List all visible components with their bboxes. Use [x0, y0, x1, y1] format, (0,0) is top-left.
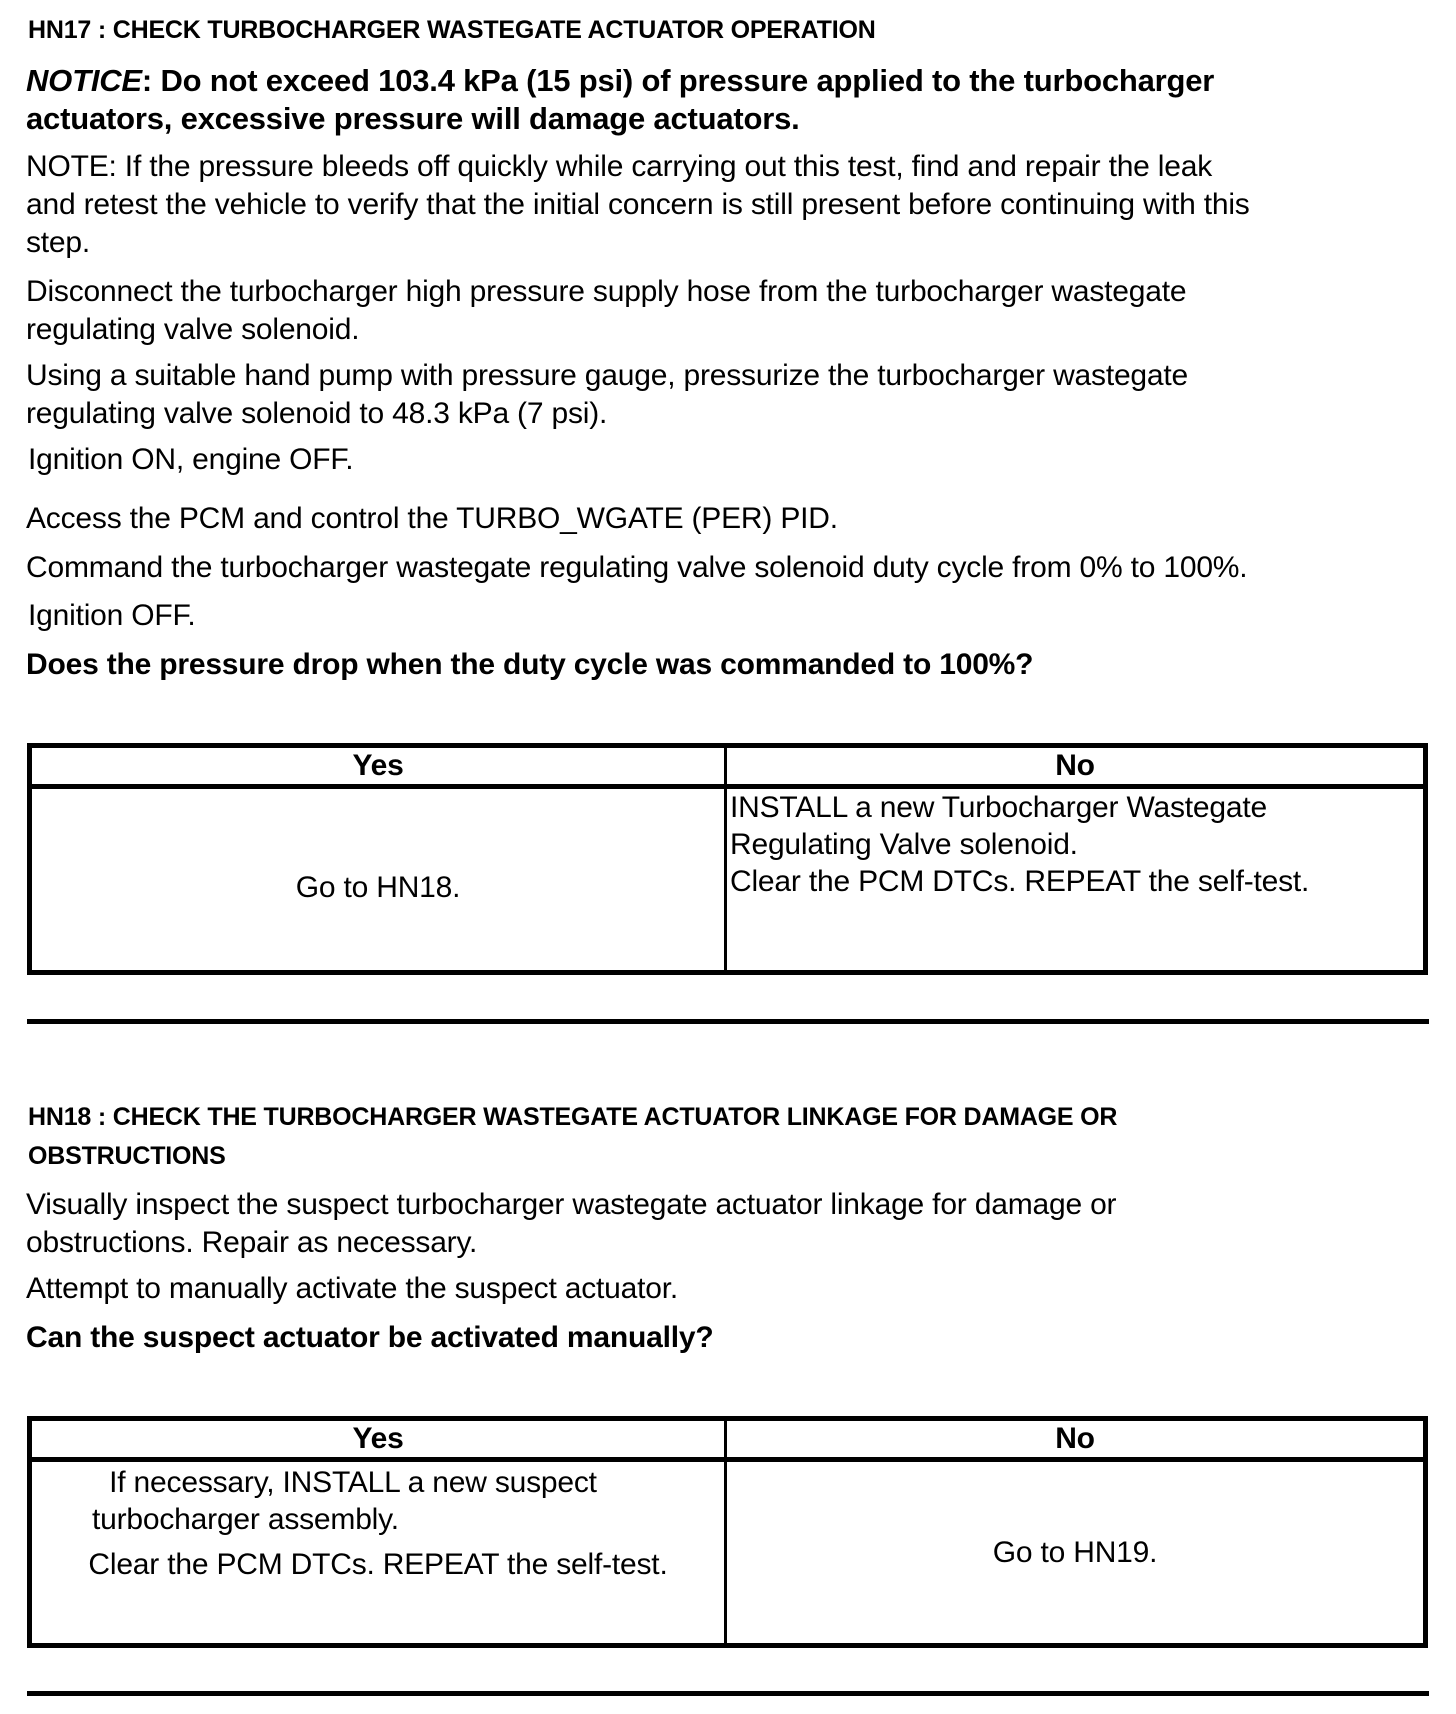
step-manual-activate: Attempt to manually activate the suspect actuator.: [26, 1272, 679, 1305]
heading-line: OBSTRUCTIONS: [28, 1142, 226, 1170]
yes-line: If necessary, INSTALL a new suspect: [109, 1466, 597, 1499]
note-block: [26, 148, 1250, 262]
step-line: Disconnect the turbocharger high pressure supply hose from the turbocharger wastegate: [26, 275, 1187, 308]
header-yes: Yes: [30, 746, 726, 787]
header-yes: Yes: [30, 1419, 726, 1460]
heading-line: HN18 : CHECK THE TURBOCHARGER WASTEGATE ACTUATOR LINKAGE FOR DAMAGE OR: [28, 1103, 1118, 1131]
header-no: No: [726, 746, 1426, 787]
section-heading-hn17: HN17 : CHECK TURBOCHARGER WASTEGATE ACTUATOR OPERATION: [28, 16, 876, 44]
step-line: regulating valve solenoid.: [26, 313, 360, 346]
step-access-pcm: Access the PCM and control the TURBO_WGATE (PER) PID.: [26, 502, 838, 535]
decision-table-hn18: [27, 1416, 1428, 1648]
question-hn18: Can the suspect actuator be activated manually?: [26, 1321, 714, 1354]
section-heading-hn18: [28, 1098, 1117, 1176]
no-line: Regulating Valve solenoid.: [730, 828, 1078, 861]
notice-text-line1: : Do not exceed 103.4 kPa (15 psi) of pressure applied to the turbocharger: [141, 63, 1215, 98]
notice-text-line2: actuators, excessive pressure will damage actuators.: [26, 101, 800, 136]
step-line: Visually inspect the suspect turbocharger wastegate actuator linkage for damage or: [26, 1188, 1117, 1221]
step-disconnect-hose: [26, 273, 1186, 349]
step-command-duty-cycle: Command the turbocharger wastegate regulating valve solenoid duty cycle from 0% to 100%.: [26, 551, 1248, 584]
step-visual-inspect: [26, 1186, 1116, 1262]
note-line: NOTE: If the pressure bleeds off quickly while carrying out this test, find and repair the leak: [26, 150, 1213, 183]
yes-cell: [30, 1460, 726, 1646]
no-cell: [726, 1460, 1426, 1646]
decision-table-hn17: [27, 743, 1428, 975]
note-line: and retest the vehicle to verify that the initial concern is still present before continuing with this: [26, 188, 1250, 221]
header-no: No: [726, 1419, 1426, 1460]
section-divider: [27, 1691, 1429, 1696]
yes-line: Clear the PCM DTCs. REPEAT the self-test.: [88, 1548, 668, 1581]
yes-line: turbocharger assembly.: [92, 1503, 399, 1536]
step-ignition-on: Ignition ON, engine OFF.: [28, 443, 354, 476]
section-divider: [27, 1019, 1429, 1024]
yes-cell: [30, 787, 726, 973]
step-pressurize: [26, 357, 1188, 433]
no-line: Clear the PCM DTCs. REPEAT the self-test.: [730, 865, 1310, 898]
step-line: obstructions. Repair as necessary.: [26, 1226, 478, 1259]
notice-block: [26, 62, 1214, 138]
note-line: step.: [26, 226, 91, 259]
step-line: regulating valve solenoid to 48.3 kPa (7 psi).: [26, 397, 608, 430]
goto-hn18-link[interactable]: Go to HN18.: [295, 871, 461, 904]
no-cell: [726, 787, 1426, 973]
goto-hn19-link[interactable]: Go to HN19.: [992, 1536, 1158, 1569]
step-line: Using a suitable hand pump with pressure gauge, pressurize the turbocharger wastegate: [26, 359, 1189, 392]
question-hn17: Does the pressure drop when the duty cycle was commanded to 100%?: [26, 648, 1034, 681]
notice-label: NOTICE: [26, 63, 142, 98]
step-ignition-off: Ignition OFF.: [28, 599, 196, 632]
no-line: INSTALL a new Turbocharger Wastegate: [730, 791, 1267, 824]
